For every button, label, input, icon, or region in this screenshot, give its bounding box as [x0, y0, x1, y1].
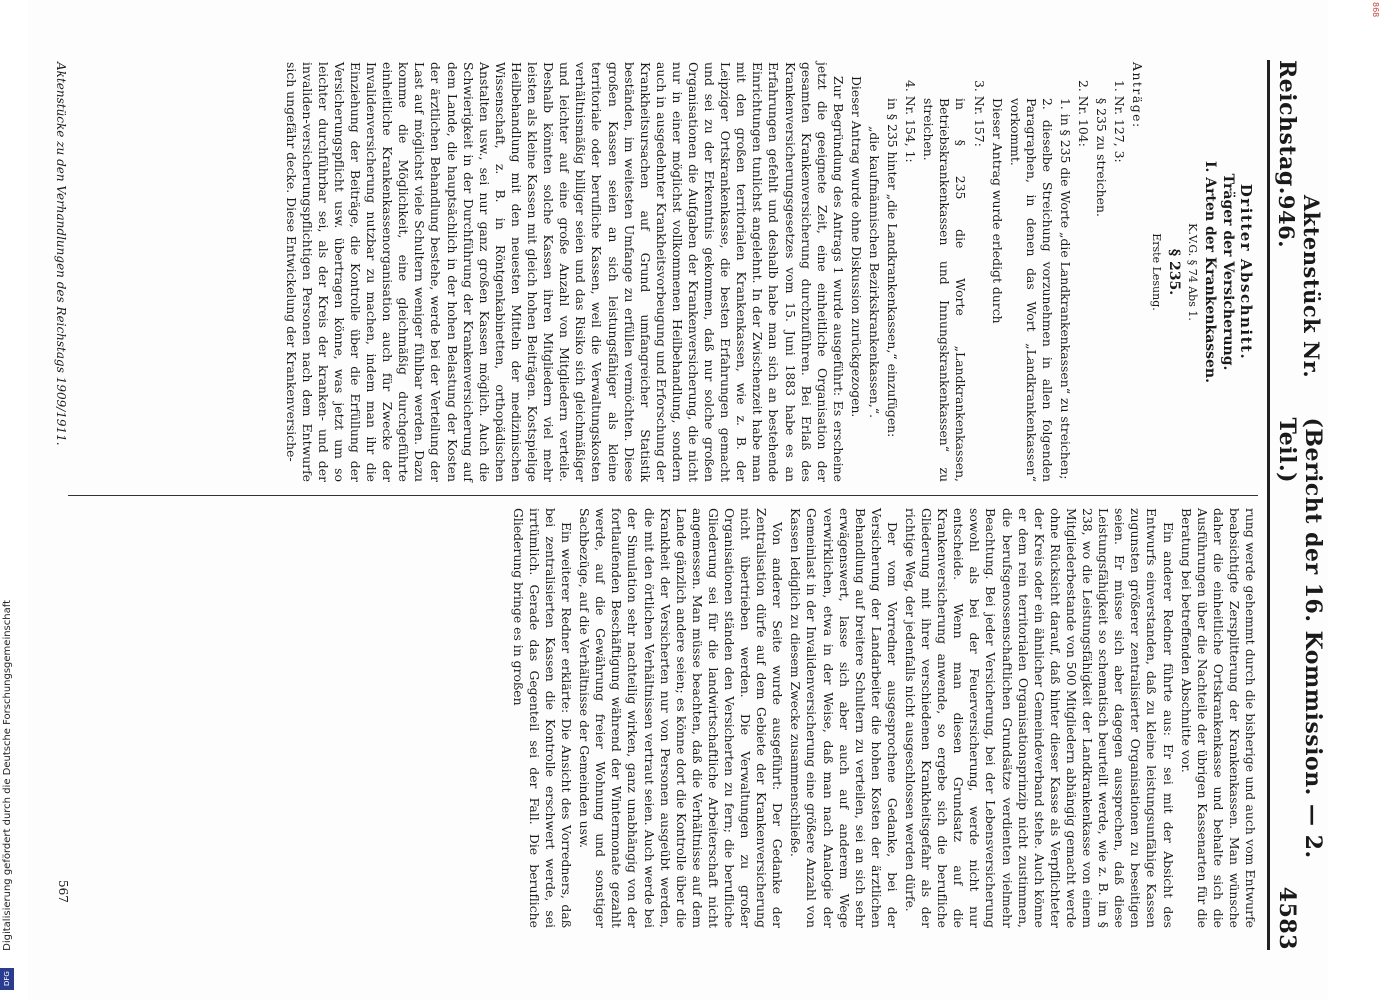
left-body-text: Zur Begründung des Antrags 1 wurde ausgeführt: Es erscheine jetzt die geeignete Zeit, eine einheitliche Organisation der gesamten Krankenversicherung durchzuführen. Bei Erlaß des Krankenversicherungsgesetzes vom 15. Juni 1883 habe es an Erfahrungen gefehlt und deshalb habe man sich an bestehende Einrichtungen tunlichst angelehnt. In der Zwischenzeit habe man mit den großen territorialen Krankenkassen, wie z. B. der Leipziger Ortskrankenkasse, die besten Erfahrungen gemacht und sei zu der Erkenntnis gekommen, daß nur solche großen Organisationen die Aufgaben der Krankenversicherung, die nicht nur in einer möglichst vollkommenen Heilbehandlung, sondern auch in ausgedehnter Krankheitsvorbeugung und Erforschung der Krankheitsursachen auf Grund umfangreicher Statistik beständen, im weitesten Umfange zu erfüllen vermöchten. Diese großen Kassen seien an sich leistungsfähiger als kleine territoriale oder berufliche Kassen, weil die Verwaltungskosten verhältnismäßig billiger seien und das Risiko sich gleichmäßiger und leichter auf eine große Anzahl von Mitgliedern verteile. Deshalb könnten solche Kassen ihren Mitgliedern viel mehr leisten als kleine Kassen mit gleich hohen Beiträgen. Kostspielige Heilbehandlung mit den neuesten Mitteln der medizinischen Wissenschaft, z. B. in Röntgenkabinetten, orthopädischen Anstalten usw., sei nur ganz großen Kassen möglich. Auch die Schwierigkeit in der Durchführung der Krankenversicherung auf dem Lande, die hauptsächlich in der hohen Belastung der Kosten der ärztlichen Behandlung bestehe, werde bei der Verteilung der Last auf möglichst viele Schultern weniger fühlbar werden. Dazu komme die Möglichkeit, eine gleichmäßig durchgeführte einheitliche Krankenkassenorganisation auch für Zwecke der Invalidenversicherung nutzbar zu machen, indem man ihr die Einziehung der Beiträge, die Kontrolle über die Erfüllung der Versicherungspflicht usw. übertragen könne, was jetzt um so leichter durchführbar sei, als der Kreis der kranken- und der invaliden-versicherungspflichtigen Personen nach dem Entwurfe sich ungefähr decke. Diese Entwickelung der Krankenversiche- [283, 62, 846, 482]
motion-2-1: 1. in § 235 die Worte „die Landkrankenkassen“ zu streichen; [1058, 98, 1074, 480]
subsection-title: Träger der Versicherung. [1219, 173, 1236, 371]
header-left: Reichstag. [1274, 60, 1300, 195]
running-header [1267, 60, 1326, 950]
law-reference: K.V.G. § 74 Abs 1. [1185, 223, 1199, 321]
header-middle: Aktenstück Nr. 946. [1274, 194, 1324, 379]
header-page-number: 4583 [1274, 886, 1300, 950]
motion-4: 4. Nr. 154, 1: [903, 80, 919, 163]
right-body-5: Ein weiterer Redner erklärte: Die Ansicht des Vorredners, daß bei zentralisierten Kassen die Kontrolle erschwert werde, sei irrtümlich. Gerade das Gegenteil sei der Fall. Die berufliche Gliederung bringe es in großen [510, 508, 575, 928]
motions-label: Anträge: [1130, 62, 1146, 129]
corner-mark: 868 [1371, 2, 1380, 18]
header-right: (Bericht der 16. Kommission. — 2. Teil.) [1274, 417, 1326, 859]
right-body-3: Der vom Vorredner ausgesprochene Gedanke, bei der Versicherung der Landarbeiter die hohen Kosten der ärztlichen Behandlung auf breitere Schultern zu verteilen, sei an sich sehr erwägenswert, lasse sich aber auch auf anderem Wege verwirklichen, etwa in der Weise, daß man nach Analogie der Gemeinlast in der Invalidenversicherung eine größere Anzahl von Kassen lediglich zu diesem Zwecke zusammenschließe. [788, 508, 900, 928]
motion-4-text: in § 235 hinter „die Landkrankenkassen,“ einzufügen: [885, 98, 901, 438]
dfg-logo: DFG [0, 968, 14, 990]
motion-3-text: in § 235 die Worte „Landkrankenkassen, Betriebskrankenkassen und Innungskrankenkassen“ zu streichen. [921, 98, 969, 482]
motion-1: 1. Nr. 127, 3: [1112, 80, 1128, 163]
motion-2-2: 2. dieselbe Streichung vorzunehmen in allen folgenden Paragraphen, in denen das Wort „Landkrankenkassen“ vorkommt. [1007, 98, 1055, 482]
footer-page-number: 567 [56, 880, 70, 903]
motion-1-text: § 235 zu streichen. [1094, 98, 1110, 217]
motion-3: 3. Nr. 157: [971, 80, 987, 147]
section-title: Dritter Abschnitt. [1237, 183, 1255, 361]
paragraph-number: § 235. [1165, 248, 1182, 296]
column-divider [68, 495, 1258, 496]
chapter-title: I. Arten der Krankenkassen. [1201, 161, 1218, 383]
right-body-2: Ein anderer Redner führte aus: Er sei mit der Absicht des Entwurfs einverstanden, daß zu kleine leistungsunfähige Kassen zugunsten größerer zentralisierter Organisationen zu beseitigen seien. Er müsse sich aber dagegen aussprechen, daß diese Leistungsfähigkeit so schematisch beurteilt werde, wie z. B. im § 238, wo die Leistungsfähigkeit der Landkrankenkasse von einem Mitgliederbestande von 500 Mitgliedern abhängig gemacht werde ohne Rücksicht darauf, daß hinter dieser Kasse als Verpflichteter der Kreis oder ein ähnlicher Gemeindeverband stehe. Auch könne er dem rein territorialen Organisationsprinzip nicht zustimmen, die berufsgenossenschaftlichen Grundsätze verdienten vielmehr Beachtung. Bei jeder Versicherung, bei der Lebensversicherung sowohl als bei der Feuerversicherung, werde nicht nur entscheide. Wenn man diesen Grundsatz auf die Krankenversicherung anwende, so ergebe sich die berufliche Gliederung mit ihrer verschiedenen Krankheitsgefahr als der richtige Weg, der jedenfalls nicht ausgeschlossen werden dürfe. [903, 508, 1176, 928]
right-body-1: rung werde gehemmt durch die bisherige und auch vom Entwurfe beabsichtigte Zersplitterung der Krankenkassen. Man wünsche daher die einheitliche Ortskrankenkasse und behalte sich die Ausführungen über die Nachteile der übrigen Kassenarten für die Beratung bei betreffenden Abschnitte vor. [1178, 508, 1258, 928]
right-body-4: Von anderer Seite wurde ausgeführt: Der Gedanke der Zentralisation dürfe auf dem Gebiete der Krankenversicherung nicht übertrieben werden. Die Verwaltungen zu großer Organisationen ständen den Versicherten zu fern; die berufliche Gliederung sei für die landwirtschaftliche Arbeiterschaft nicht angemessen. Man müsse beachten, daß die Verhältnisse auf dem Lande gänzlich andere seien; es könne dort die Kontrolle über die Krankheit der Versicherten nur von Personen ausgeübt werden, die mit den örtlichen Verhältnissen vertraut seien. Auch werde bei der Simulation sehr nachteilig wirken, ganz unabhängig von der fortlaufenden Beschäftigung während der Wintermonate gezahlt werde, auf die Gewährung freier Wohnung und sonstiger Sachbezüge, auf die Verhältnisse der Gemeinden usw. [577, 508, 786, 928]
left-column [281, 62, 1258, 482]
right-column [508, 508, 1258, 928]
footer-caption: Aktenstücke zu den Verhandlungen des Reichstags 1909/1911. [54, 62, 68, 446]
motion-2-result: Dieser Antrag wurde erledigt durch [989, 98, 1005, 324]
motion-4-result: Dieser Antrag wurde ohne Diskussion zurückgezogen. [848, 76, 864, 418]
motion-2: 2. Nr. 104: [1076, 80, 1092, 147]
reading-label: Erste Lesung. [1149, 233, 1163, 311]
document-page [28, 0, 1328, 1000]
funding-note: Digitalisierung gefördert durch die Deutsche Forschungsgemeinschaft [2, 600, 13, 951]
motion-4-quote: „die kaufmännischen Bezirkskrankenkassen,“. [867, 125, 883, 419]
